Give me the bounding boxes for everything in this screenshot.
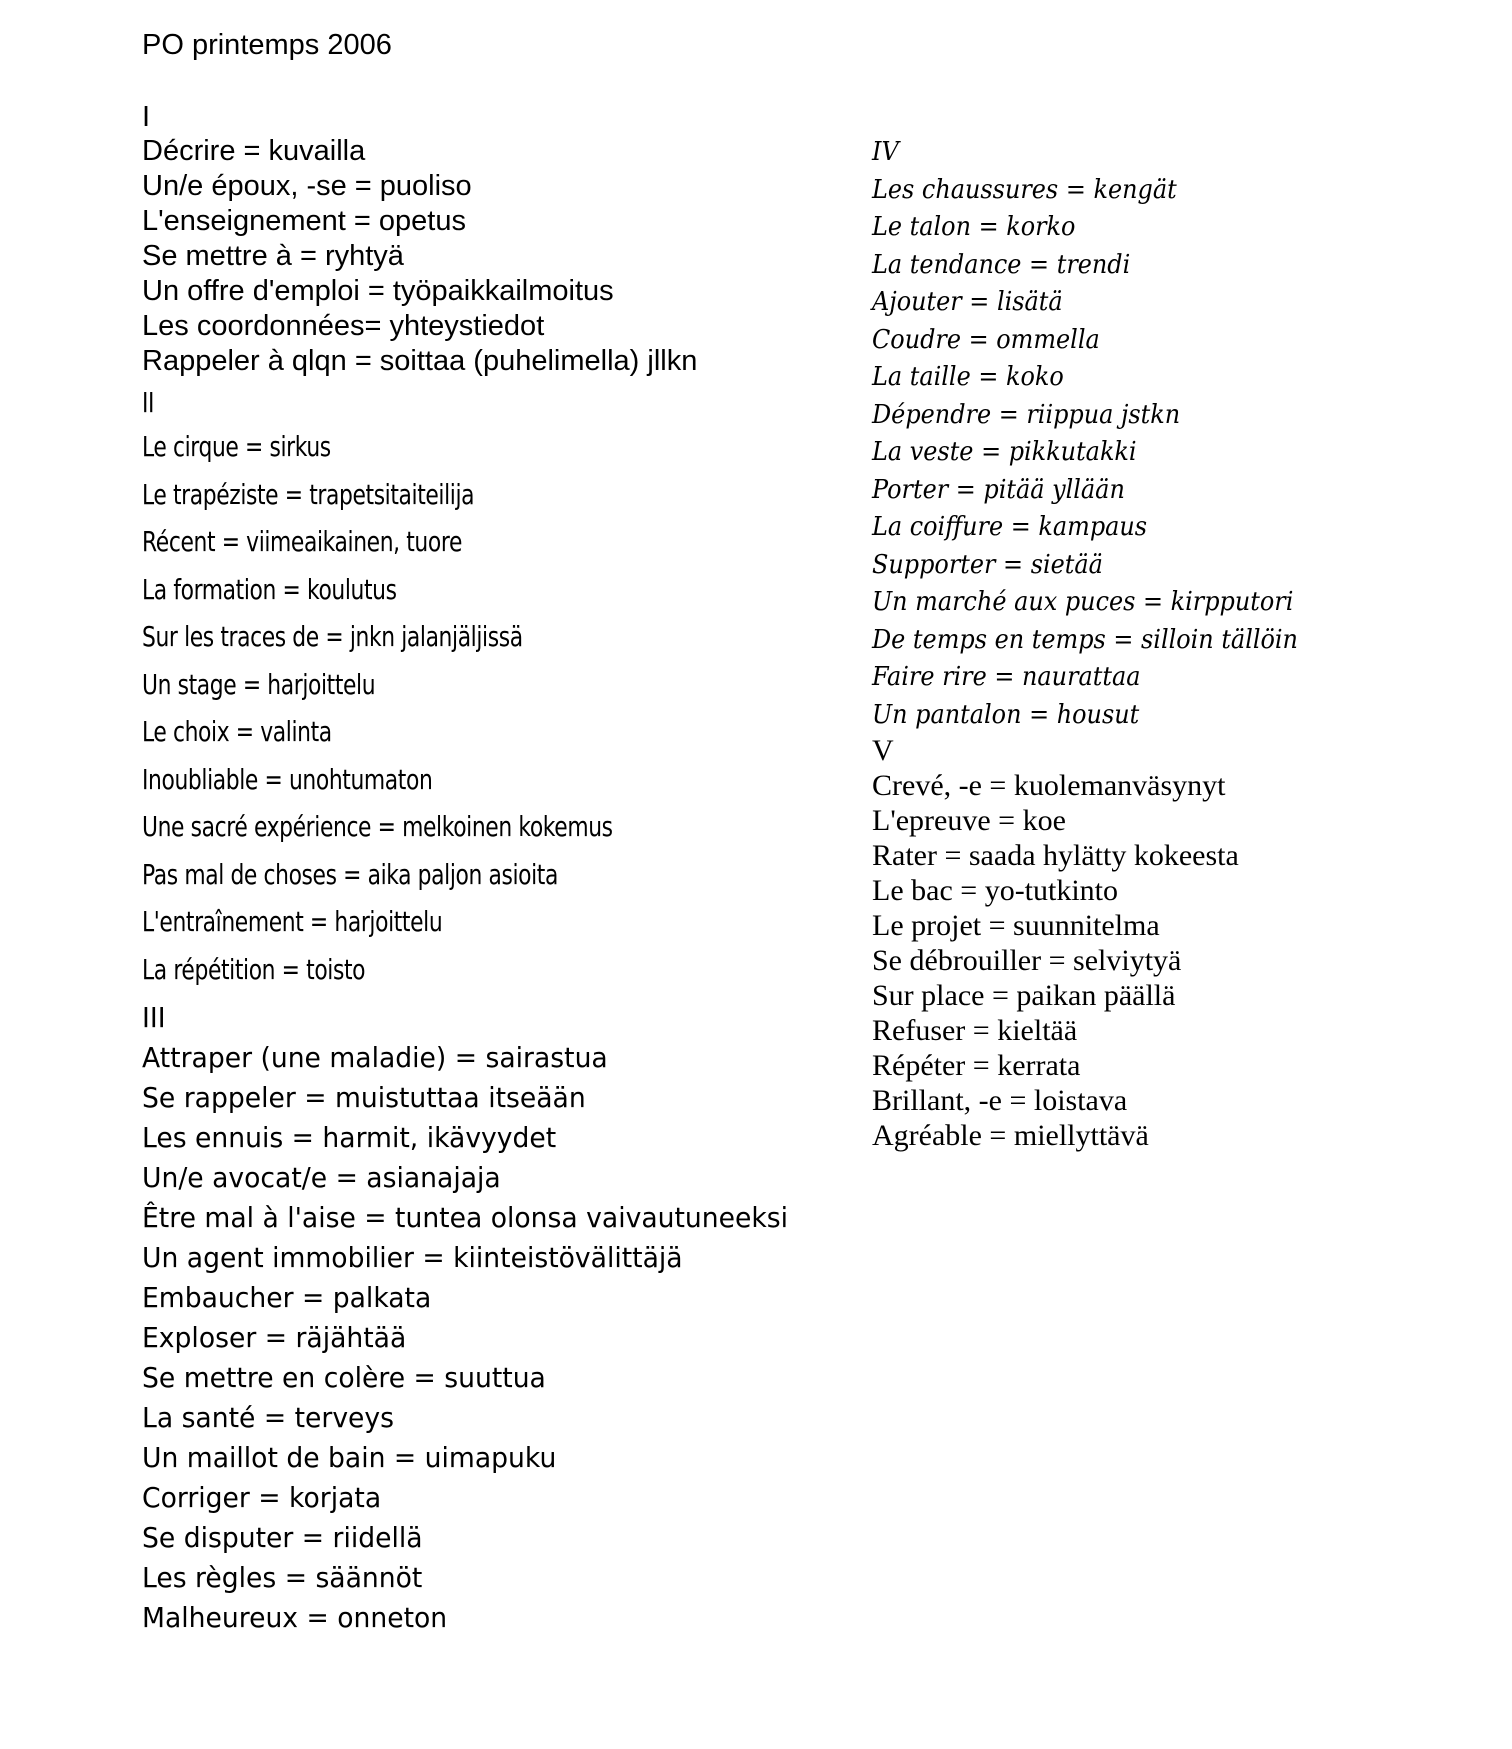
vocab-item: Un/e époux, -se = puoliso bbox=[142, 170, 472, 202]
vocab-item: Corriger = korjata bbox=[142, 1481, 382, 1514]
vocab-item: Sur place = paikan päällä bbox=[872, 979, 1176, 1012]
vocab-item: Coudre = ommella bbox=[872, 324, 1100, 355]
vocab-item: La coiffure = kampaus bbox=[872, 512, 1148, 542]
section-iv bbox=[872, 134, 1298, 734]
vocab-item: Brillant, -e = loistava bbox=[872, 1084, 1128, 1117]
vocab-item: Un/e avocat/e = asianajaja bbox=[142, 1161, 501, 1194]
vocab-item: Supporter = sietää bbox=[872, 549, 1103, 580]
vocab-item: Se débrouiller = selviytyä bbox=[872, 944, 1182, 977]
vocab-list bbox=[872, 172, 1298, 735]
vocab-item: Le talon = korko bbox=[872, 212, 1076, 242]
vocab-item: Inoubliable = unohtumaton bbox=[142, 762, 433, 796]
vocab-item: De temps en temps = silloin tällöin bbox=[872, 624, 1298, 655]
vocab-item: Un pantalon = housut bbox=[872, 699, 1140, 730]
vocab-item: Le projet = suunnitelma bbox=[872, 909, 1160, 942]
vocab-item: Le cirque = sirkus bbox=[142, 430, 331, 463]
vocab-item: Ajouter = lisätä bbox=[872, 287, 1063, 317]
vocab-list bbox=[142, 423, 613, 993]
vocab-item: Le trapéziste = trapetsitaiteilija bbox=[142, 477, 475, 511]
vocab-item: Un agent immobilier = kiinteistövälittäjä bbox=[142, 1241, 683, 1274]
vocab-item: Agréable = miellyttävä bbox=[872, 1119, 1149, 1152]
vocab-item: Rappeler à qlqn = soittaa (puhelimella) jllkn bbox=[142, 345, 698, 377]
vocab-item: La taille = koko bbox=[872, 362, 1064, 392]
vocab-item: Le bac = yo-tutkinto bbox=[872, 874, 1119, 907]
vocab-item: Se rappeler = muistuttaa itseään bbox=[142, 1081, 586, 1114]
vocab-item: Le choix = valinta bbox=[142, 715, 332, 748]
page-title: PO printemps 2006 bbox=[142, 29, 392, 61]
vocab-item: Les coordonnées= yhteystiedot bbox=[142, 310, 545, 342]
section-heading: II bbox=[142, 386, 155, 419]
vocab-item: Les chaussures = kengät bbox=[872, 174, 1177, 205]
vocab-item: Rater = saada hylätty kokeesta bbox=[872, 839, 1239, 872]
vocab-item: Un offre d'emploi = työpaikkailmoitus bbox=[142, 275, 614, 307]
vocab-item: Répéter = kerrata bbox=[872, 1049, 1081, 1082]
vocab-item: Dépendre = riippua jstkn bbox=[872, 399, 1181, 430]
vocab-item: Sur les traces de = jnkn jalanjäljissä bbox=[142, 620, 523, 653]
vocab-item: L'epreuve = koe bbox=[872, 804, 1066, 837]
vocab-item: Se disputer = riidellä bbox=[142, 1521, 423, 1554]
vocab-item: La santé = terveys bbox=[142, 1401, 395, 1434]
vocab-item: Décrire = kuvailla bbox=[142, 135, 366, 167]
vocab-item: Embaucher = palkata bbox=[142, 1281, 432, 1314]
section-heading: V bbox=[872, 734, 894, 767]
vocab-item: L'entraînement = harjoittelu bbox=[142, 905, 443, 938]
vocab-item: Être mal à l'aise = tuntea olonsa vaivautuneeksi bbox=[142, 1201, 789, 1234]
vocab-item: La formation = koulutus bbox=[142, 572, 397, 606]
vocab-item: Crevé, -e = kuolemanväsynyt bbox=[872, 769, 1226, 802]
section-heading: I bbox=[142, 101, 151, 133]
vocab-item: Pas mal de choses = aika paljon asioita bbox=[142, 857, 558, 891]
vocab-item: Refuser = kieltää bbox=[872, 1014, 1078, 1047]
section-v bbox=[872, 733, 1239, 1153]
vocab-item: Porter = pitää yllään bbox=[872, 474, 1125, 505]
vocab-item: Un maillot de bain = uimapuku bbox=[142, 1441, 557, 1474]
vocab-item: Se mettre à = ryhtyä bbox=[142, 240, 404, 272]
vocab-item: Malheureux = onneton bbox=[142, 1601, 448, 1634]
vocab-item: Les ennuis = harmit, ikävyydet bbox=[142, 1121, 557, 1154]
vocab-item: Récent = viimeaikainen, tuore bbox=[142, 525, 463, 558]
vocab-item: Exploser = räjähtää bbox=[142, 1321, 407, 1354]
vocab-item: Se mettre en colère = suuttua bbox=[142, 1361, 546, 1394]
section-heading: IV bbox=[872, 137, 899, 167]
section-iii bbox=[142, 998, 788, 1638]
vocab-item: La répétition = toisto bbox=[142, 952, 366, 986]
vocab-item: Un marché aux puces = kirpputori bbox=[872, 587, 1294, 617]
vocab-list bbox=[142, 1038, 788, 1638]
vocab-item: La veste = pikkutakki bbox=[872, 437, 1137, 467]
vocab-item: Un stage = harjoittelu bbox=[142, 667, 376, 701]
vocab-item: Attraper (une maladie) = sairastua bbox=[142, 1041, 608, 1074]
vocab-item: La tendance = trendi bbox=[872, 249, 1131, 280]
vocab-list bbox=[872, 768, 1239, 1153]
section-heading: III bbox=[142, 1001, 166, 1034]
section-i bbox=[142, 100, 697, 379]
vocab-item: Les règles = säännöt bbox=[142, 1561, 423, 1594]
vocab-item: Une sacré expérience = melkoinen kokemus bbox=[142, 810, 613, 843]
section-ii bbox=[142, 383, 613, 993]
vocab-item: Faire rire = naurattaa bbox=[872, 662, 1141, 692]
vocab-item: L'enseignement = opetus bbox=[142, 205, 466, 237]
vocab-list bbox=[142, 134, 697, 379]
